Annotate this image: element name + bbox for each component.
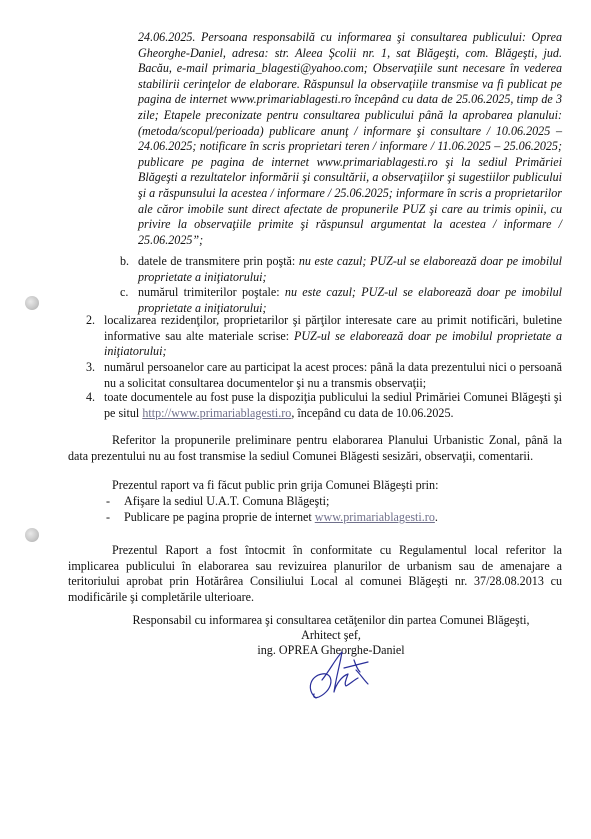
signature-role: Arhitect şef, — [301, 628, 361, 642]
sub-item-c-text: numărul trimiterilor poştale: — [138, 285, 280, 299]
signature-title: Responsabil cu informarea şi consultarea cetăţenilor din partea Comunei Blăgeşti, — [132, 613, 530, 627]
sub-item-label-b: b. — [120, 254, 130, 268]
sub-item-label-c: c. — [120, 285, 129, 299]
bullet-item-2-after: . — [434, 510, 438, 524]
bullet-item-2 — [124, 510, 562, 526]
paragraph-intocmit: Prezentul Raport a fost întocmit în conformitate cu Regulamentul local referitor la implicarea publicului în elaborarea sau revizuirea planurilor de urbanism sau de amenajare a teritoriului aprobat prin Hotărârea Consiliului Local al comunei Blăgeşti nr. 37/28.08.2013 cu modificările şi completările ulterioare. — [68, 543, 562, 604]
sub-item-c — [138, 285, 562, 316]
bullet-item-1: Afişare la sediul U.A.T. Comuna Blăgeşti; — [124, 494, 330, 508]
item-2-italic: PUZ-ul se elaborează doar pe imobilul proprietate a iniţiatorului; — [104, 328, 562, 359]
item-label-2: 2. — [86, 313, 96, 327]
sub-item-b — [138, 254, 562, 285]
website-link[interactable]: http://www.primariablagesti.ro — [142, 405, 292, 420]
signature-name: ing. OPREA Gheorghe-Daniel — [257, 643, 405, 657]
top-paragraph: 24.06.2025. Persoana responsabilă cu informarea şi consultarea publicului: Oprea Gheorghe-Daniel, adresa: str. Aleea Şcolii nr. 1, sat Blăgeşti, com. Blăgeşti, jud. Bacău, e-mail primaria_blagesti@yahoo.com; Observaţiile sunt necesare în vederea stabilirii cerinţelor de elaborare. Răspunsul la observaţiile transmise va fi publicat pe pagina de internet www.primariablagesti.ro începând cu data de 25.06.2025, timp de 3 zile; Etapele preconizate pentru consultarea publicului până la aprobarea planului: (metoda/scopul/perioada) publicare anunţ / informare şi consultare / 10.06.2025 – 24.06.2025; notificare în scris proprietari teren / informare / 11.06.2025 – 25.06.2025; publicare pe pagina de internet www.primariablagesti.ro şi la sediul Primăriei Blăgeşti a rezultatelor informării şi consultării, a observaţiilor şi sugestiilor publicului şi a răspunsului la acestea / informare / 25.06.2025; informare în scris a proprietarilor ale căror imobile sunt direct afectate de propunerile PUZ şi care au trimis opinii, cu privire la observaţiile primite şi răspunsul argumentat la acestea / informare / 25.06.2025”; — [138, 30, 562, 247]
item-4-text-after: , începând cu data de 10.06.2025. — [291, 405, 454, 420]
item-2-text: localizarea rezidenţilor, proprietarilor şi părţilor interesate care au primit notificări, buletine informative sau alte materiale scrise: — [104, 313, 562, 343]
bullet-dash-1: - — [106, 494, 111, 508]
paragraph-referitor: Referitor la propunerile preliminare pentru elaborarea Planului Urbanistic Zonal, până la data prezentului nu au fost transmise la sediul Comunei Blăgesti sesizări, observaţii, comentarii. — [68, 433, 562, 463]
handwritten-signature — [300, 640, 400, 710]
item-4 — [104, 390, 562, 421]
punch-hole-top — [25, 296, 39, 310]
item-2 — [104, 313, 562, 360]
item-4-text-before: toate documentele au fost puse la dispoziţia publicului la sediul Primăriei Comunei Blăgeşti şi pe situl — [104, 390, 562, 420]
item-label-3: 3. — [86, 360, 96, 374]
sub-item-b-text: datele de transmitere prin poştă: — [138, 254, 296, 268]
website-link-2[interactable]: www.primariablagesti.ro — [314, 510, 435, 524]
item-label-4: 4. — [86, 390, 96, 404]
paragraph-raport-public: Prezentul raport va fi făcut public prin grija Comunei Blăgeşti prin: — [112, 478, 439, 492]
sub-item-c-italic: nu este cazul; PUZ-ul se elaborează doar pe imobilul proprietate a iniţiatorului; — [138, 285, 562, 315]
punch-hole-bottom — [25, 528, 39, 542]
bullet-item-2-text: Publicare pe pagina proprie de internet — [124, 510, 312, 524]
item-3: numărul persoanelor care au participat la acest proces: până la data prezentului nici o persoană nu a solicitat consultarea documentelor şi nu a transmis observaţii; — [104, 360, 562, 390]
bullet-dash-2: - — [106, 510, 111, 524]
sub-item-b-italic: nu este cazul; PUZ-ul se elaborează doar pe imobilul proprietate a iniţiatorului; — [138, 254, 562, 284]
